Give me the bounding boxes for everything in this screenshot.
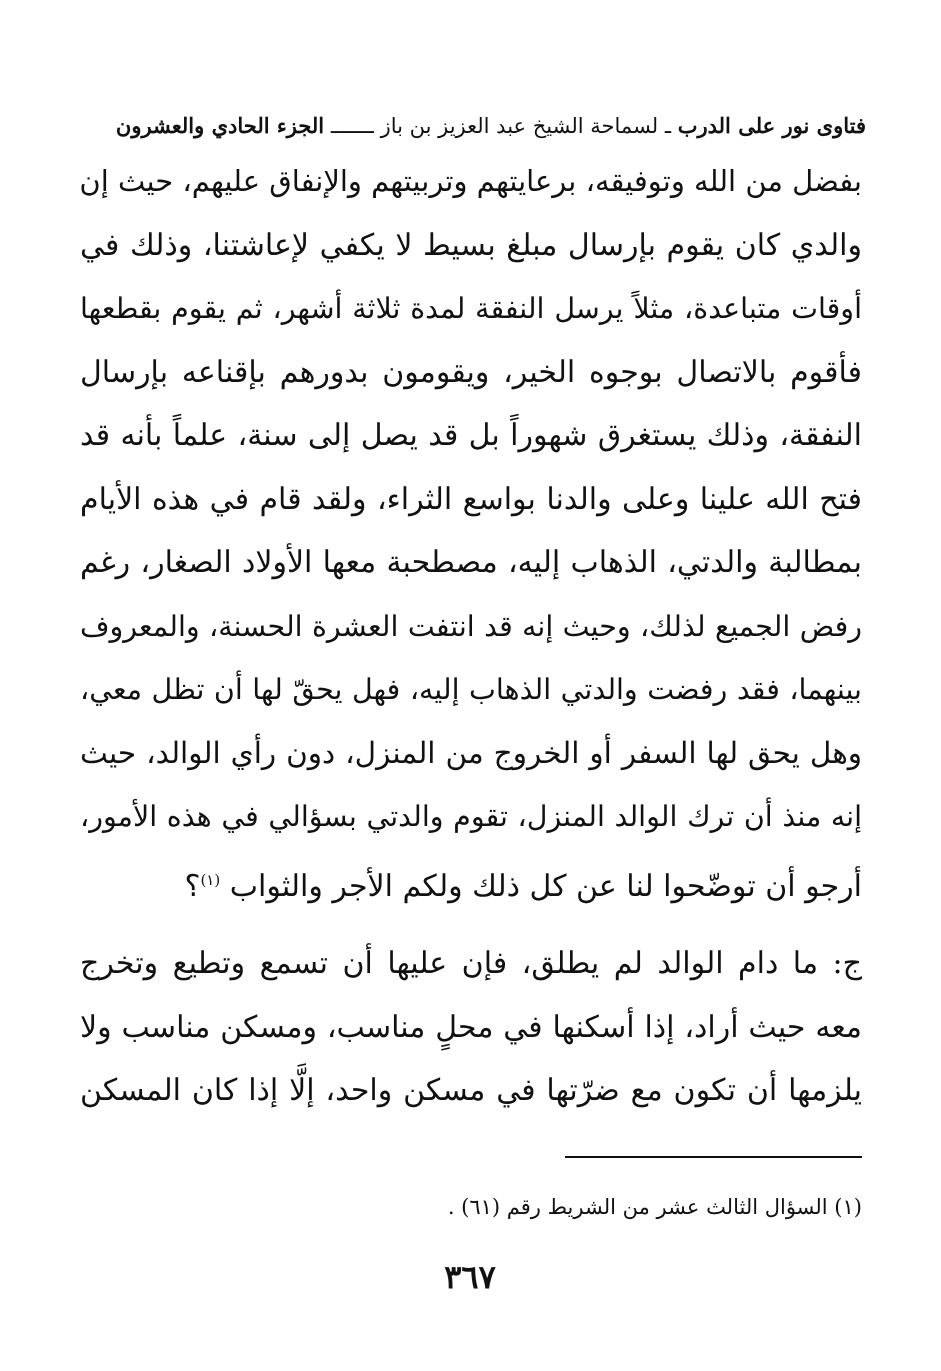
running-header	[92, 108, 866, 144]
header-separator-line: ـــــــ	[324, 114, 381, 138]
question-line: والدي كان يقوم بإرسال مبلغ بسيط لا يكفي لإعاشتنا، وذلك في	[80, 227, 862, 263]
volume-label: الجزء الحادي والعشرون	[115, 113, 325, 138]
page-number: ٣٦٧	[444, 1258, 496, 1296]
question-last-line	[80, 849, 862, 919]
answer-line: يلزمها أن تكون مع ضرّتها في مسكن واحد، إلَّا إذا كان المسكن	[80, 1073, 862, 1108]
question-line: بمطالبة والدتي، الذهاب إليه، مصطحبة معها الأولاد الصغار، رغم	[80, 545, 862, 580]
footnote: (١) السؤال الثالث عشر من الشريط رقم (٦١) .	[447, 1195, 862, 1219]
question-line: النفقة، وذلك يستغرق شهوراً بل قد يصل إلى سنة، علماً بأنه قد	[80, 418, 862, 453]
question-line: رفض الجميع لذلك، وحيث إنه قد انتفت العشرة الحسنة، والمعروف	[80, 609, 862, 643]
author-name: لسماحة الشيخ عبد العزيز بن باز	[380, 114, 659, 138]
question-line: فتح الله علينا وعلى والدنا بواسع الثراء، ولقد قام في هذه الأيام	[80, 481, 862, 517]
header-separator: ـ	[658, 114, 678, 138]
question-line: بفضل من الله وتوفيقه، برعايتهم وتربيتهم والإنفاق عليهم، حيث إن	[79, 164, 862, 198]
book-title: فتاوى نور على الدرب	[677, 113, 866, 138]
question-line: وهل يحق لها السفر أو الخروج من المنزل، دون رأي الوالد، حيث	[80, 735, 862, 770]
footnote-marker: (١)	[200, 870, 221, 889]
question-line: أوقات متباعدة، مثلاً يرسل النفقة لمدة ثلاثة أشهر، ثم يقوم بقطعها	[80, 292, 862, 325]
answer-line: ج: ما دام الوالد لم يطلق، فإن عليها أن تسمع وتطيع وتخرج	[80, 946, 862, 981]
question-line: بينهما، فقد رفضت والدتي الذهاب إليه، فهل يحقّ لها أن تظل معي،	[80, 673, 862, 706]
question-paragraph	[80, 150, 862, 918]
answer-paragraph	[80, 932, 862, 1123]
question-line: فأقوم بالاتصال بوجوه الخير، ويقومون بدورهم بإقناعه بإرسال	[80, 354, 862, 390]
question-closing-text: أرجو أن توضّحوا لنا عن كل ذلك ولكم الأجر والثواب	[229, 868, 862, 904]
footnote-divider	[565, 1156, 862, 1158]
answer-line: معه حيث أراد، إذا أسكنها في محلٍ مناسب، ومسكن مناسب ولا	[80, 1009, 862, 1045]
question-line: إنه منذ أن ترك الوالد المنزل، تقوم والدتي بسؤالي في هذه الأمور،	[80, 800, 862, 833]
question-mark: ؟	[184, 868, 201, 904]
